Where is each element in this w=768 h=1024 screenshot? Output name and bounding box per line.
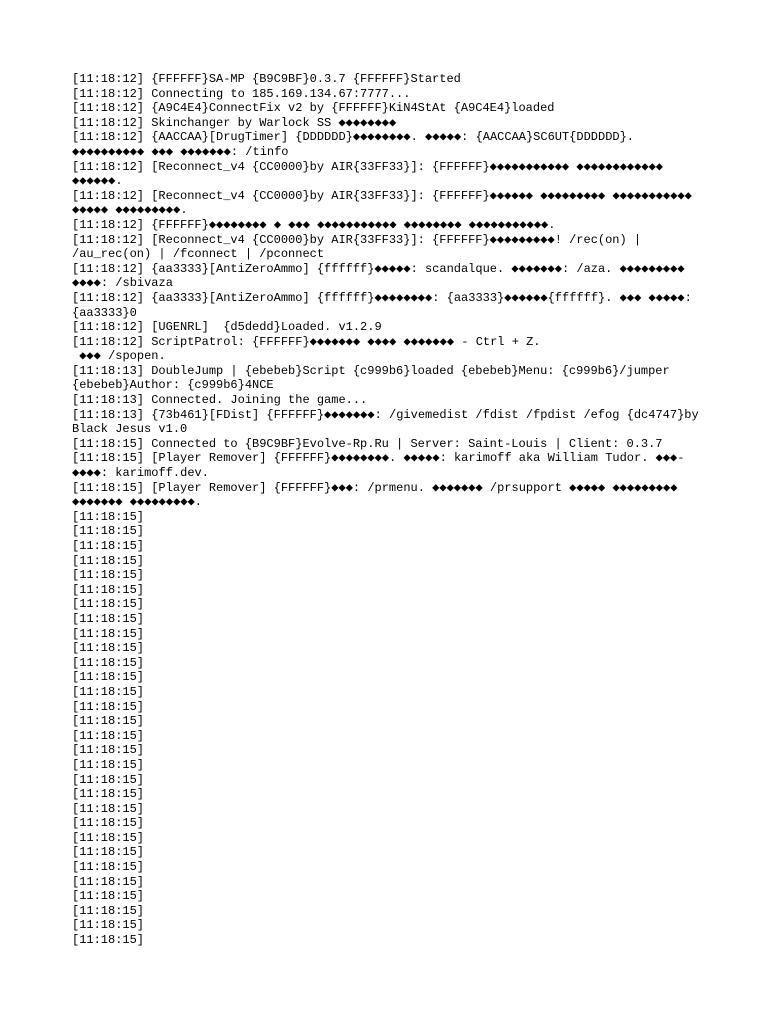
log-line: [11:18:15] — [72, 787, 145, 802]
log-line: [11:18:15] [Player Remover] {FFFFFF}◆◆◆◆◆◆◆◆. ◆◆◆◆◆: karimoff aka William Tudor. ◆◆◆-◆◆◆◆: karimoff.dev. — [72, 451, 685, 481]
log-line: [11:18:13] Connected. Joining the game... — [72, 393, 368, 408]
log-line: [11:18:12] [UGENRL] {d5dedd}Loaded. v1.2.9 — [72, 320, 382, 335]
log-line: [11:18:15] [Player Remover] {FFFFFF}◆◆◆: /prmenu. ◆◆◆◆◆◆◆ /prsupport ◆◆◆◆◆ ◆◆◆◆◆◆◆◆◆ ◆◆◆◆◆◆◆ ◆◆◆◆◆◆◆◆◆. — [72, 480, 685, 510]
log-line: [11:18:12] Skinchanger by Warlock SS ◆◆◆◆◆◆◆◆ — [72, 115, 397, 130]
log-line: [11:18:15] — [72, 553, 145, 568]
log-line: [11:18:12] {AACCAA}[DrugTimer] {DDDDDD}◆◆◆◆◆◆◆◆. ◆◆◆◆◆: {AACCAA}SC6UT{DDDDDD}. ◆◆◆◆◆◆◆◆◆◆ ◆◆◆ ◆◆◆◆◆◆◆: /tinfo — [72, 130, 642, 159]
log-line: [11:18:15] — [72, 699, 145, 714]
chat-log — [72, 72, 706, 948]
log-line: [11:18:15] — [72, 743, 145, 758]
log-line: [11:18:15] — [72, 524, 145, 539]
log-line: [11:18:15] — [72, 641, 145, 656]
log-line: [11:18:15] — [72, 845, 145, 860]
log-line: [11:18:12] ScriptPatrol: {FFFFFF}◆◆◆◆◆◆◆ ◆◆◆◆ ◆◆◆◆◆◆◆ - Ctrl + Z. ◆◆◆ /spopen. — [72, 334, 541, 364]
log-line: [11:18:15] — [72, 655, 145, 670]
log-line: [11:18:15] — [72, 830, 145, 845]
log-line: [11:18:12] [Reconnect_v4 {CC0000}by AIR{33FF33}]: {FFFFFF}◆◆◆◆◆◆ ◆◆◆◆◆◆◆◆◆ ◆◆◆◆◆◆◆◆◆◆◆ ◆◆◆◆◆ ◆◆◆◆◆◆◆◆◆. — [72, 188, 700, 218]
log-line: [11:18:13] DoubleJump | {ebebeb}Script {c999b6}loaded {ebebeb}Menu: {c999b6}/jumper {ebebeb}Author: {c999b6}4NCE — [72, 363, 677, 393]
log-line: [11:18:12] {FFFFFF}◆◆◆◆◆◆◆◆ ◆ ◆◆◆ ◆◆◆◆◆◆◆◆◆◆◆ ◆◆◆◆◆◆◆◆ ◆◆◆◆◆◆◆◆◆◆◆. — [72, 217, 556, 232]
log-line: [11:18:15] — [72, 903, 145, 918]
log-line: [11:18:15] — [72, 874, 145, 889]
log-line: [11:18:15] — [72, 597, 145, 612]
log-line: [11:18:12] {A9C4E4}ConnectFix v2 by {FFFFFF}KiN4StAt {A9C4E4}loaded — [72, 101, 555, 116]
log-line: [11:18:15] Connected to {B9C9BF}Evolve-Rp.Ru | Server: Saint-Louis | Client: 0.3.7 — [72, 436, 663, 451]
log-line: [11:18:12] {aa3333}[AntiZeroAmmo] {ffffff}◆◆◆◆◆◆◆◆: {aa3333}◆◆◆◆◆◆{ffffff}. ◆◆◆ ◆◆◆◆◆: {aa3333}0 — [72, 290, 700, 320]
log-line: [11:18:15] — [72, 568, 145, 583]
log-line: [11:18:15] — [72, 714, 145, 729]
log-line: [11:18:12] {aa3333}[AntiZeroAmmo] {ffffff}◆◆◆◆◆: scandalque. ◆◆◆◆◆◆◆: /aza. ◆◆◆◆◆◆◆◆◆ ◆◆◆◆: /sbivaza — [72, 261, 692, 291]
log-line: [11:18:12] Connecting to 185.169.134.67:7777... — [72, 86, 411, 101]
log-line: [11:18:15] — [72, 889, 145, 904]
log-line: [11:18:15] — [72, 772, 145, 787]
log-line: [11:18:13] {73b461}[FDist] {FFFFFF}◆◆◆◆◆◆◆: /givemedist /fdist /fpdist /efog {dc4747}by Black Jesus v1.0 — [72, 407, 706, 437]
log-line: [11:18:12] {FFFFFF}SA-MP {B9C9BF}0.3.7 {FFFFFF}Started — [72, 72, 461, 86]
log-line: [11:18:15] — [72, 757, 145, 772]
log-line: [11:18:15] — [72, 670, 145, 685]
log-line: [11:18:12] [Reconnect_v4 {CC0000}by AIR{33FF33}]: {FFFFFF}◆◆◆◆◆◆◆◆◆! /rec(on) | /au_rec(on) | /fconnect | /pconnect — [72, 232, 649, 262]
log-line: [11:18:15] — [72, 684, 145, 699]
log-line: [11:18:15] — [72, 611, 145, 626]
log-line: [11:18:15] — [72, 626, 145, 641]
log-line: [11:18:15] — [72, 728, 145, 743]
log-line: [11:18:12] [Reconnect_v4 {CC0000}by AIR{33FF33}]: {FFFFFF}◆◆◆◆◆◆◆◆◆◆◆ ◆◆◆◆◆◆◆◆◆◆◆◆ ◆◆◆◆◆◆. — [72, 159, 671, 189]
log-line: [11:18:15] — [72, 801, 145, 816]
log-line: [11:18:15] — [72, 509, 145, 524]
log-line: [11:18:15] — [72, 539, 145, 553]
log-line: [11:18:15] — [72, 933, 145, 948]
log-line: [11:18:15] — [72, 918, 145, 933]
log-line: [11:18:15] — [72, 860, 145, 875]
log-line: [11:18:15] — [72, 582, 145, 597]
log-line: [11:18:15] — [72, 816, 145, 831]
